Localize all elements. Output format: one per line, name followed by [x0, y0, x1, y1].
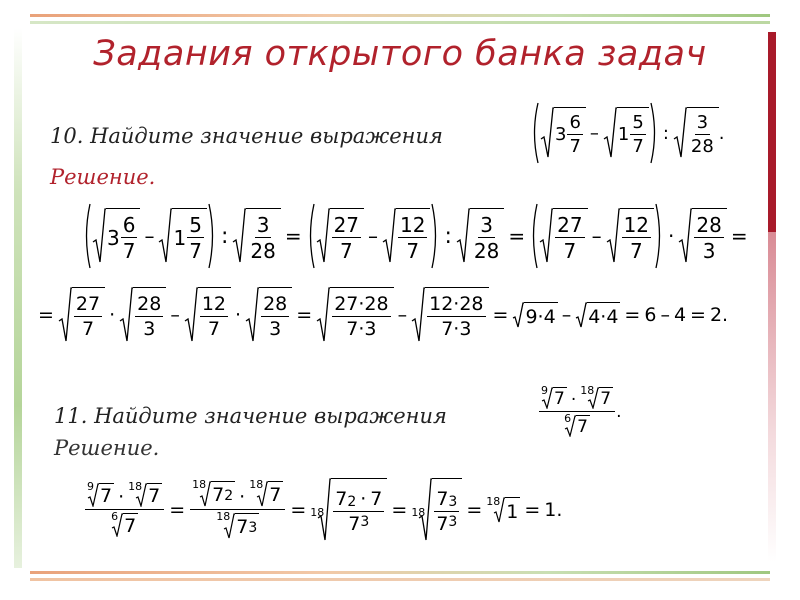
radical: 9 7	[87, 480, 113, 507]
radical	[540, 107, 586, 159]
task10-expression	[530, 98, 725, 168]
minus-sign: –	[368, 224, 379, 248]
left-paren	[530, 101, 540, 165]
radical	[316, 208, 364, 264]
radical	[606, 208, 654, 264]
radical	[678, 208, 726, 264]
radical	[232, 208, 280, 264]
fraction: $\frac{3}{28}$	[690, 111, 714, 157]
fraction: $\frac{3}{28}$	[250, 212, 276, 263]
minus-sign: –	[397, 304, 408, 326]
result: 2.	[709, 304, 729, 326]
fraction: $\frac{5}{7}$	[189, 212, 202, 263]
task11-solution-label: Решение.	[54, 436, 160, 460]
task11-question: 11. Найдите значение выражения	[54, 404, 447, 428]
radical	[58, 287, 105, 343]
dot-sign: ·	[109, 304, 116, 326]
equals-sign: =	[290, 499, 307, 521]
fraction: $\frac{6}{7}$	[569, 111, 581, 157]
task11-expression	[538, 382, 621, 442]
equals-sign: =	[391, 499, 408, 521]
task10-solution-line1	[82, 200, 752, 272]
equals-sign: =	[466, 499, 483, 521]
fraction: 12 · 28 7 · 3	[429, 292, 484, 340]
equals-sign: =	[492, 304, 509, 326]
bottom-decor-line-2	[30, 578, 770, 581]
right-paren	[207, 202, 217, 270]
radical	[119, 287, 166, 343]
equals-sign: =	[690, 304, 706, 326]
task11-solution-line	[84, 475, 562, 545]
result: 1.	[544, 499, 563, 521]
radical	[603, 107, 649, 159]
radical: 18 7 3	[216, 510, 258, 538]
radical: 18 1	[486, 495, 519, 523]
fraction: $\frac{12}{7}$	[201, 292, 227, 340]
fraction: $\frac{12}{7}$	[623, 212, 650, 263]
dot-sign: ·	[668, 224, 675, 248]
minus-sign: –	[170, 304, 180, 326]
right-paren	[649, 101, 659, 165]
right-decor-bar-fade	[768, 232, 776, 562]
task10-solution-line2	[34, 282, 728, 348]
minus-sign: –	[589, 122, 599, 144]
fraction: 7 2 · 7 7 3	[335, 487, 383, 535]
fraction: 9 7 · 18 7 6 7	[539, 387, 615, 437]
number: 3	[107, 225, 120, 250]
number: 3	[555, 124, 567, 145]
left-paren	[529, 202, 539, 270]
radical	[673, 107, 719, 159]
task10-question: 10. Найдите значение выражения	[50, 124, 443, 148]
radical	[92, 208, 140, 264]
minus-sign: –	[561, 304, 572, 326]
fraction: $\frac{5}{7}$	[632, 111, 644, 157]
radical	[411, 287, 488, 343]
radical: 18 7 2	[192, 478, 234, 506]
left-paren	[82, 202, 92, 270]
fraction: $\frac{6}{7}$	[122, 212, 136, 263]
colon-sign: :	[662, 122, 669, 144]
equals-sign: =	[508, 224, 526, 248]
equals-sign: =	[296, 304, 313, 326]
fraction: 27 · 28 7 · 3	[334, 292, 389, 340]
radical	[456, 208, 504, 264]
number: 1	[173, 225, 187, 250]
fraction: $\frac{12}{7}$	[400, 212, 426, 263]
radical: 18 7	[249, 478, 282, 506]
top-decor-line	[30, 14, 770, 17]
fraction: 9 7 · 18 7 6 7	[85, 483, 164, 537]
equals-sign: =	[730, 224, 748, 248]
equals-sign: =	[284, 224, 302, 248]
minus-sign: –	[591, 224, 602, 248]
equals-sign: =	[169, 499, 186, 521]
dot-sign: ·	[235, 304, 242, 326]
number: 6	[644, 304, 657, 326]
radical	[184, 287, 231, 343]
radical: 18 7 3 7 3	[411, 478, 462, 542]
colon-sign: :	[444, 223, 452, 249]
radical: 18 7	[580, 384, 612, 409]
radical: 6 7	[564, 412, 588, 437]
equals-sign: =	[524, 499, 541, 521]
fraction: $\frac{28}{3}$	[696, 212, 722, 263]
radical	[539, 208, 587, 264]
radical: 9 7	[541, 384, 565, 409]
equals-sign: =	[38, 304, 54, 326]
fraction: $\frac{27}{7}$	[557, 212, 583, 263]
radical: 18 7	[128, 480, 161, 507]
fraction: 7 3 7 3	[436, 487, 458, 535]
right-paren	[654, 202, 664, 270]
left-paren	[306, 202, 316, 270]
task10-solution-label: Решение.	[50, 165, 156, 189]
radical	[382, 208, 430, 264]
right-paren	[430, 202, 440, 270]
colon-sign: :	[220, 223, 229, 249]
radical	[316, 287, 393, 343]
fraction: $\frac{28}{3}$	[137, 292, 162, 340]
fraction: $\frac{27}{7}$	[333, 212, 360, 263]
radical: 18 7 2 · 7 7 3	[310, 478, 387, 542]
fraction: $\frac{3}{28}$	[473, 212, 500, 263]
radical	[245, 287, 292, 343]
fraction: $\frac{28}{3}$	[263, 292, 288, 340]
fraction: $\frac{27}{7}$	[75, 292, 101, 340]
top-decor-line-2	[30, 21, 770, 24]
left-decor-bar	[14, 28, 22, 568]
equals-sign: =	[624, 304, 641, 326]
radical: 6 7	[111, 510, 137, 537]
period: .	[718, 122, 725, 144]
radical: 4 · 4	[575, 302, 620, 328]
number: 1	[617, 124, 630, 145]
minus-sign: –	[144, 224, 155, 248]
radical	[158, 208, 206, 264]
fraction: 18 7 2 · 18 7 18 7 3	[190, 481, 285, 539]
number: 4	[673, 304, 687, 326]
slide-title: Задания открытого банка задач	[93, 34, 707, 74]
bottom-decor-line	[30, 571, 770, 574]
period: .	[616, 402, 622, 422]
radical: 9 · 4	[512, 302, 557, 328]
minus-sign: –	[660, 304, 670, 326]
